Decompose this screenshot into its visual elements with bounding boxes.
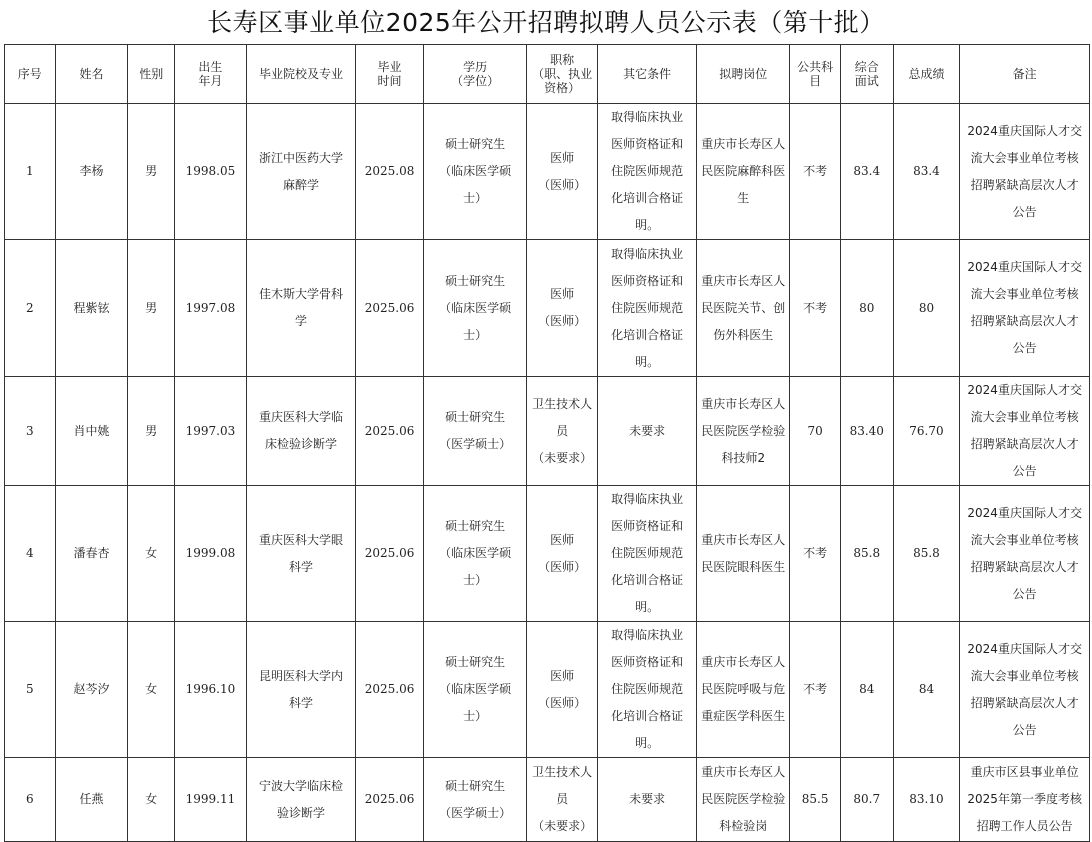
col-title-header: 职称 （职、执业 资格）	[527, 45, 598, 104]
col-pub-cell: 70	[790, 377, 841, 486]
col-pub-cell: 不考	[790, 622, 841, 758]
col-pub-header: 公共科 目	[790, 45, 841, 104]
col-note-cell: 2024重庆国际人才交 流大会事业单位考核 招聘紧缺高层次人才 公告	[960, 622, 1090, 758]
table-row	[5, 377, 1090, 486]
col-seq-cell: 5	[5, 622, 56, 758]
table-row	[5, 758, 1090, 842]
col-grad-cell: 2025.06	[356, 758, 424, 842]
col-gender-header: 性别	[128, 45, 175, 104]
col-birth-cell: 1998.05	[175, 104, 247, 240]
col-total-cell: 76.70	[893, 377, 960, 486]
col-interview-cell: 83.40	[840, 377, 893, 486]
col-cond-cell: 取得临床执业 医师资格证和 住院医师规范 化培训合格证 明。	[598, 104, 697, 240]
col-gender-cell: 女	[128, 486, 175, 622]
col-grad-cell: 2025.06	[356, 622, 424, 758]
col-title-cell: 卫生技术人 员 （未要求）	[527, 758, 598, 842]
col-name-cell: 程紫铉	[55, 240, 128, 377]
col-cond-cell: 未要求	[598, 758, 697, 842]
col-edu-cell: 硕士研究生 （医学硕士）	[423, 758, 526, 842]
col-school-cell: 重庆医科大学临 床检验诊断学	[246, 377, 355, 486]
col-total-cell: 80	[893, 240, 960, 377]
col-seq-cell: 2	[5, 240, 56, 377]
col-total-header: 总成绩	[893, 45, 960, 104]
table-row	[5, 240, 1090, 377]
col-name-cell: 赵芩汐	[55, 622, 128, 758]
col-seq-cell: 3	[5, 377, 56, 486]
table-header-row	[5, 45, 1090, 104]
col-grad-cell: 2025.06	[356, 486, 424, 622]
col-cond-cell: 取得临床执业 医师资格证和 住院医师规范 化培训合格证 明。	[598, 486, 697, 622]
col-gender-cell: 女	[128, 758, 175, 842]
col-name-cell: 任燕	[55, 758, 128, 842]
col-title-cell: 医师 （医师）	[527, 622, 598, 758]
col-interview-cell: 80	[840, 240, 893, 377]
col-gender-cell: 男	[128, 240, 175, 377]
col-note-cell: 2024重庆国际人才交 流大会事业单位考核 招聘紧缺高层次人才 公告	[960, 104, 1090, 240]
col-birth-cell: 1999.08	[175, 486, 247, 622]
col-grad-cell: 2025.06	[356, 240, 424, 377]
col-school-cell: 佳木斯大学骨科 学	[246, 240, 355, 377]
col-interview-cell: 84	[840, 622, 893, 758]
col-seq-cell: 4	[5, 486, 56, 622]
col-interview-header: 综合 面试	[840, 45, 893, 104]
col-grad-cell: 2025.08	[356, 104, 424, 240]
col-pub-cell: 85.5	[790, 758, 841, 842]
col-school-cell: 浙江中医药大学 麻醉学	[246, 104, 355, 240]
col-school-cell: 重庆医科大学眼 科学	[246, 486, 355, 622]
col-note-header: 备注	[960, 45, 1090, 104]
col-name-cell: 肖中姚	[55, 377, 128, 486]
col-seq-header: 序号	[5, 45, 56, 104]
col-pub-cell: 不考	[790, 486, 841, 622]
col-post-cell: 重庆市长寿区人 民医院关节、创 伤外科医生	[697, 240, 790, 377]
table-row	[5, 104, 1090, 240]
table-row	[5, 622, 1090, 758]
col-pub-cell: 不考	[790, 240, 841, 377]
col-note-cell: 重庆市区县事业单位 2025年第一季度考核 招聘工作人员公告	[960, 758, 1090, 842]
col-edu-header: 学历 （学位）	[423, 45, 526, 104]
col-pub-cell: 不考	[790, 104, 841, 240]
col-gender-cell: 男	[128, 377, 175, 486]
col-gender-cell: 男	[128, 104, 175, 240]
col-birth-cell: 1997.08	[175, 240, 247, 377]
col-note-cell: 2024重庆国际人才交 流大会事业单位考核 招聘紧缺高层次人才 公告	[960, 486, 1090, 622]
col-school-cell: 宁波大学临床检 验诊断学	[246, 758, 355, 842]
col-interview-cell: 83.4	[840, 104, 893, 240]
col-post-header: 拟聘岗位	[697, 45, 790, 104]
col-cond-cell: 取得临床执业 医师资格证和 住院医师规范 化培训合格证 明。	[598, 240, 697, 377]
col-edu-cell: 硕士研究生 （临床医学硕 士）	[423, 240, 526, 377]
col-note-cell: 2024重庆国际人才交 流大会事业单位考核 招聘紧缺高层次人才 公告	[960, 377, 1090, 486]
col-cond-cell: 取得临床执业 医师资格证和 住院医师规范 化培训合格证 明。	[598, 622, 697, 758]
col-post-cell: 重庆市长寿区人 民医院麻醉科医 生	[697, 104, 790, 240]
col-edu-cell: 硕士研究生 （医学硕士）	[423, 377, 526, 486]
col-title-cell: 医师 （医师）	[527, 240, 598, 377]
col-post-cell: 重庆市长寿区人 民医院医学检验 科检验岗	[697, 758, 790, 842]
col-grad-cell: 2025.06	[356, 377, 424, 486]
col-total-cell: 85.8	[893, 486, 960, 622]
col-name-cell: 潘春杏	[55, 486, 128, 622]
col-edu-cell: 硕士研究生 （临床医学硕 士）	[423, 622, 526, 758]
col-cond-cell: 未要求	[598, 377, 697, 486]
col-post-cell: 重庆市长寿区人 民医院眼科医生	[697, 486, 790, 622]
col-name-header: 姓名	[55, 45, 128, 104]
col-birth-cell: 1996.10	[175, 622, 247, 758]
col-birth-cell: 1999.11	[175, 758, 247, 842]
col-title-cell: 医师 （医师）	[527, 104, 598, 240]
page-title: 长寿区事业单位2025年公开招聘拟聘人员公示表（第十批）	[207, 8, 885, 37]
col-post-cell: 重庆市长寿区人 民医院呼吸与危 重症医学科医生	[697, 622, 790, 758]
col-school-header: 毕业院校及专业	[246, 45, 355, 104]
col-post-cell: 重庆市长寿区人 民医院医学检验 科技师2	[697, 377, 790, 486]
col-name-cell: 李杨	[55, 104, 128, 240]
col-seq-cell: 1	[5, 104, 56, 240]
col-cond-header: 其它条件	[598, 45, 697, 104]
col-total-cell: 84	[893, 622, 960, 758]
col-title-cell: 卫生技术人 员 （未要求）	[527, 377, 598, 486]
col-gender-cell: 女	[128, 622, 175, 758]
table-row	[5, 486, 1090, 622]
col-edu-cell: 硕士研究生 （临床医学硕 士）	[423, 486, 526, 622]
col-total-cell: 83.4	[893, 104, 960, 240]
col-interview-cell: 80.7	[840, 758, 893, 842]
col-note-cell: 2024重庆国际人才交 流大会事业单位考核 招聘紧缺高层次人才 公告	[960, 240, 1090, 377]
col-interview-cell: 85.8	[840, 486, 893, 622]
col-seq-cell: 6	[5, 758, 56, 842]
recruitment-table	[4, 44, 1090, 842]
col-title-cell: 医师 （医师）	[527, 486, 598, 622]
col-total-cell: 83.10	[893, 758, 960, 842]
col-birth-header: 出生 年月	[175, 45, 247, 104]
col-grad-header: 毕业 时间	[356, 45, 424, 104]
col-edu-cell: 硕士研究生 （临床医学硕 士）	[423, 104, 526, 240]
col-birth-cell: 1997.03	[175, 377, 247, 486]
col-school-cell: 昆明医科大学内 科学	[246, 622, 355, 758]
